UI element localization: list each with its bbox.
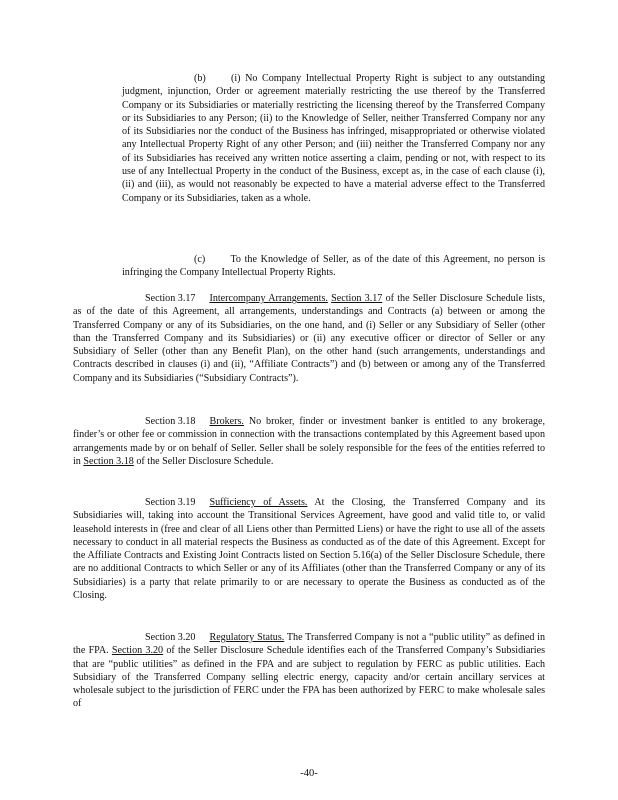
section-heading: Sufficiency of Assets. bbox=[209, 497, 308, 508]
section-number: Section 3.20 bbox=[145, 632, 196, 643]
section-3-18 bbox=[73, 415, 545, 468]
section-text-pre: The Transferred Company is not a “public utility” as defined in the FPA. bbox=[73, 632, 546, 657]
section-reference: Section 3.18 bbox=[83, 455, 134, 467]
section-number: Section 3.18 bbox=[145, 416, 196, 427]
section-text: At the Closing, the Transferred Company and its Subsidiaries will, taking into account the Transitional Services Agreement, have good and valid title to, or valid leasehold interests in (free and clear of all Liens other than Permitted Liens) or have the right to use all of the assets necessary to conduct in all material respects the Business as conducted as of the date of this Agreement. Except for the Affiliate Contracts and Existing Joint Contracts listed on Section 5.16(a) of the Seller Disclosure Schedule, there are no additional Contracts to which Seller or any of its Affiliates (other than the Transferred Company or any of its Subsidiaries) is a party that relate primarily to or are necessary to operate the Business as conducted as of the Closing. bbox=[73, 497, 546, 602]
section-text: of the Seller Disclosure Schedule identifies each of the Transferred Company’s Subsidiaries that are “public utilities” as defined in the FPA and are subject to regulation by FERC as public utilities. Each Subsidiary of the Transferred Company selling electric energy, capacity and/or certain ancillary services at wholesale subject to the jurisdiction of FERC under the FPA has been authorized by FERC to make wholesale sales of bbox=[73, 645, 546, 710]
clause-text: (i) No Company Intellectual Property Right is subject to any outstanding judgment, injunction, Order or agreement materially restricting the use thereof by the Transferred Company or its Subsidiaries or materially restricting the licensing thereof by the Transferred Company or its Subsidiaries to any Person; (ii) to the Knowledge of Seller, neither Transferred Company nor any of its Subsidiaries nor the conduct of the Business has infringed, misappropriated or otherwise violated any Intellectual Property Right of any other Person; and (iii) neither the Transferred Company nor any of its Subsidiaries has received any written notice asserting a claim, pending or not, with respect to its use of any Intellectual Property in the conduct of the Business, except as, in the case of each clause (i), (ii) and (iii), as would not reasonably be expected to have a material adverse effect to the Transferred Company or its Subsidiaries, taken as a whole. bbox=[122, 73, 545, 204]
section-heading: Brokers. bbox=[209, 416, 244, 427]
paragraph-3-16-b bbox=[122, 72, 545, 205]
section-number: Section 3.19 bbox=[145, 497, 196, 508]
page-number: -40- bbox=[300, 768, 318, 779]
clause-lead: (b) bbox=[194, 73, 232, 84]
section-text: of the Seller Disclosure Schedule. bbox=[133, 455, 274, 467]
section-text: of the Seller Disclosure Schedule lists, as of the date of this Agreement, all arrangements, understandings and Contracts (a) between or among the Transferred Company or any of its Subsidiaries, on the one hand, and (i) Seller or any Subsidiary of Seller (other than the Transferred Company and its Subsidiaries) or (ii) any executive officer or director of Seller or any Subsidiary of Seller (other than any Benefit Plan), on the other hand (such arrangements, understandings and Contracts described in clauses (i) and (ii), “Affiliate Contracts”) and (b) between or among any of the Transferred Company and its Subsidiaries (“Subsidiary Contracts”). bbox=[73, 293, 545, 384]
section-3-20 bbox=[73, 631, 545, 711]
section-heading: Intercompany Arrangements. bbox=[209, 293, 328, 304]
paragraph-3-16-c bbox=[122, 253, 545, 280]
section-heading: Regulatory Status. bbox=[209, 632, 285, 643]
clause-text: To the Knowledge of Seller, as of the date of this Agreement, no person is infringing the Company Intellectual Property Rights. bbox=[122, 254, 545, 279]
clause-lead: (c) bbox=[194, 254, 231, 265]
section-3-19 bbox=[73, 496, 545, 602]
section-number: Section 3.17 bbox=[145, 293, 196, 304]
section-reference: Section 3.17 bbox=[331, 293, 383, 304]
section-reference: Section 3.20 bbox=[111, 645, 164, 657]
section-3-17 bbox=[73, 292, 545, 385]
section-text-pre: No broker, finder or investment banker is entitled to any brokerage, finder’s or other fee or commission in connection with the transactions contemplated by this Agreement based upon arrangements made by or on behalf of Seller. Seller shall be solely responsible for the fees of the entities referred to in bbox=[73, 416, 545, 467]
